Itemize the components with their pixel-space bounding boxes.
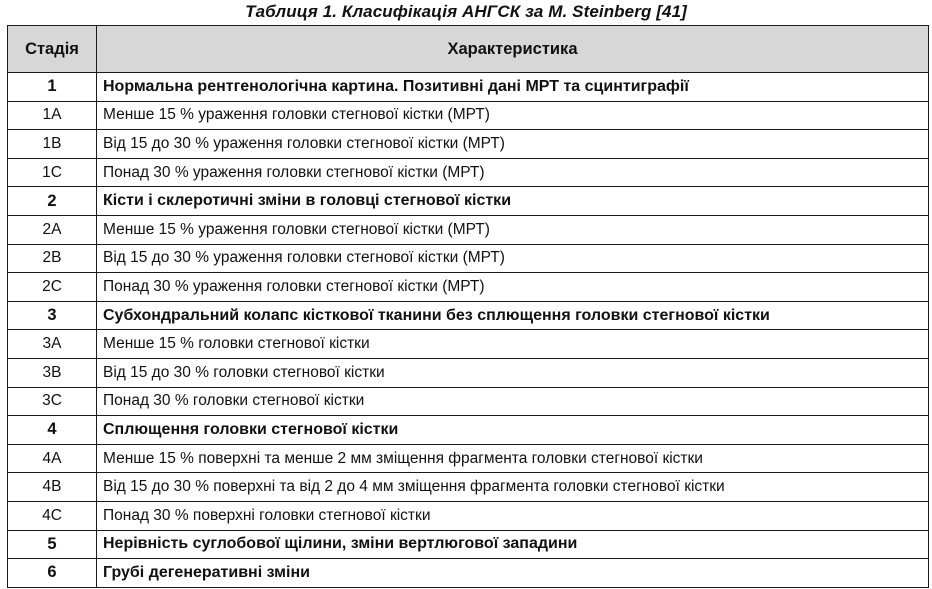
column-header-stage: Стадія [8, 26, 97, 73]
stage-cell: 3C [8, 387, 97, 416]
stage-cell: 4C [8, 501, 97, 530]
stage-cell: 2 [8, 187, 97, 216]
table-row-stage [8, 530, 929, 559]
table-row-substage [8, 330, 929, 359]
table-row-substage [8, 358, 929, 387]
characteristic-cell: Понад 30 % ураження головки стегнової кістки (МРТ) [97, 158, 929, 187]
stage-cell: 1B [8, 130, 97, 159]
characteristic-cell: Від 15 до 30 % ураження головки стегнової кістки (МРТ) [97, 130, 929, 159]
table-row-substage [8, 130, 929, 159]
characteristic-cell: Нерівність суглобової щілини, зміни вертлюгової западини [97, 530, 929, 559]
header-row [8, 26, 929, 73]
stage-cell: 1 [8, 73, 97, 102]
table-row-substage [8, 501, 929, 530]
stage-cell: 4A [8, 444, 97, 473]
characteristic-cell: Менше 15 % головки стегнової кістки [97, 330, 929, 359]
stage-cell: 3B [8, 358, 97, 387]
characteristic-cell: Сплющення головки стегнової кістки [97, 416, 929, 445]
characteristic-cell: Менше 15 % ураження головки стегнової кістки (МРТ) [97, 215, 929, 244]
table-row-stage [8, 187, 929, 216]
table-row-stage [8, 301, 929, 330]
table-row-substage [8, 158, 929, 187]
table-row-substage [8, 444, 929, 473]
table-row-substage [8, 387, 929, 416]
stage-cell: 2C [8, 273, 97, 302]
characteristic-cell: Субхондральний колапс кісткової тканини без сплющення головки стегнової кістки [97, 301, 929, 330]
characteristic-cell: Менше 15 % поверхні та менше 2 мм зміщення фрагмента головки стегнової кістки [97, 444, 929, 473]
table-row-substage [8, 473, 929, 502]
stage-cell: 1A [8, 101, 97, 130]
stage-cell: 2A [8, 215, 97, 244]
classification-table [7, 25, 929, 588]
characteristic-cell: Від 15 до 30 % ураження головки стегнової кістки (МРТ) [97, 244, 929, 273]
stage-cell: 3A [8, 330, 97, 359]
table-header [8, 26, 929, 73]
characteristic-cell: Понад 30 % ураження головки стегнової кістки (МРТ) [97, 273, 929, 302]
characteristic-cell: Від 15 до 30 % головки стегнової кістки [97, 358, 929, 387]
stage-cell: 3 [8, 301, 97, 330]
characteristic-cell: Грубі дегенеративні зміни [97, 559, 929, 588]
characteristic-cell: Кісти і склеротичні зміни в головці стегнової кістки [97, 187, 929, 216]
characteristic-cell: Понад 30 % поверхні головки стегнової кістки [97, 501, 929, 530]
characteristic-cell: Нормальна рентгенологічна картина. Позитивні дані МРТ та сцинтиграфії [97, 73, 929, 102]
table-row-stage [8, 416, 929, 445]
table-row-substage [8, 101, 929, 130]
stage-cell: 5 [8, 530, 97, 559]
table-row-substage [8, 215, 929, 244]
stage-cell: 4B [8, 473, 97, 502]
characteristic-cell: Менше 15 % ураження головки стегнової кістки (МРТ) [97, 101, 929, 130]
stage-cell: 6 [8, 559, 97, 588]
table-body [8, 73, 929, 588]
table-row-stage [8, 73, 929, 102]
characteristic-cell: Понад 30 % головки стегнової кістки [97, 387, 929, 416]
table-row-substage [8, 273, 929, 302]
stage-cell: 1C [8, 158, 97, 187]
stage-cell: 4 [8, 416, 97, 445]
table-row-stage [8, 559, 929, 588]
stage-cell: 2B [8, 244, 97, 273]
table-row-substage [8, 244, 929, 273]
table-caption: Таблиця 1. Класифікація АНГСК за M. Steinberg [41] [245, 2, 687, 21]
column-header-characteristic: Характеристика [97, 26, 929, 73]
characteristic-cell: Від 15 до 30 % поверхні та від 2 до 4 мм зміщення фрагмента головки стегнової кістки [97, 473, 929, 502]
